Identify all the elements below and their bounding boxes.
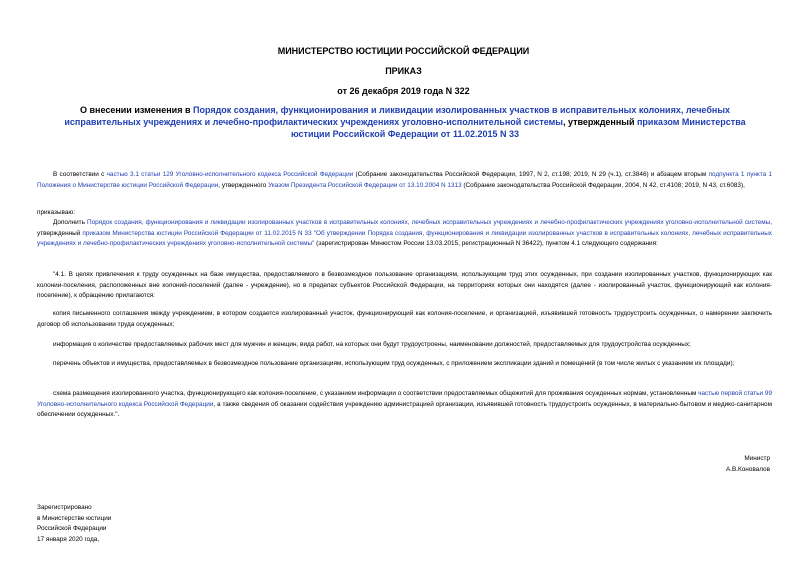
link-procedure[interactable]: Порядок создания, функционирования и ликвидации изолированных участков в исправительных колониях, лечебных исправительных учреждениях и лечебно-профилактических учреждениях уголовно-исполнительной системы xyxy=(87,219,771,226)
registration-line: 17 января 2020 года, xyxy=(37,535,100,543)
date-number-heading: от 26 декабря 2019 года N 322 xyxy=(337,86,470,96)
paragraph-basis xyxy=(37,170,772,191)
title-link-procedure[interactable]: Порядок создания, функционирования и ликвидации изолированных участков в исправительных колониях, лечебных исправительных учреждениях и лечебно-профилактических учреждениях уголовно-исполнительной системы xyxy=(64,105,731,127)
paragraph-order-word: приказываю: xyxy=(37,209,75,216)
link-article-99[interactable]: частью первой статьи 99 Уголовно-исполнительного кодекса Российской Федерации xyxy=(37,390,773,408)
doc-type-heading: ПРИКАЗ xyxy=(385,66,422,76)
link-code-article[interactable]: частью 3.1 статьи 129 Уголовно-исполнительного кодекса Российской Федерации xyxy=(106,171,354,178)
document-title xyxy=(44,104,766,140)
paragraph-amend xyxy=(37,218,772,250)
paragraph-agreement-copy: копия письменного соглашения между учреждением, в котором создается изолированный участок, функционирующий как колония-поселение, и организацией, изъявившей готовность трудоустроить осужденных, о намерении заключить договор об использовании труда осужденных; xyxy=(37,310,772,328)
registration-line: Российской Федерации xyxy=(37,525,107,532)
text-fragment: (Собрание законодательства Российской Федерации, 2004, N 42, ст.4108; 2019, N 43, ст.6083), xyxy=(461,181,745,189)
text-fragment: схема размещения изолированного участка, функционирующего как колония-поселение, с указанием информации о соответствии предоставляемых общежитий для проживания осужденных нормам, установленным xyxy=(53,390,699,397)
text-fragment: , утвержденного xyxy=(218,181,269,189)
title-link-order[interactable]: приказом Министерства юстиции Российской Федерации от 11.02.2015 N 33 xyxy=(290,117,746,139)
text-fragment: Дополнить xyxy=(53,219,88,226)
text-fragment: (Собрание законодательства Российской Федерации, 1997, N 2, ст.198; 2019, N 29 (ч.1), ст.3846) и абзацем вторым xyxy=(353,171,709,178)
link-decree[interactable]: Указом Президента Российской Федерации от 13.10.2004 N 1313 xyxy=(268,181,462,189)
signer-name: А.В.Коновалов xyxy=(725,465,770,473)
text-fragment: , утвержденный xyxy=(37,219,772,237)
paragraph-property-list: перечень объектов и имущества, предоставляемых в безвозмездное пользование организациям, использующим труд осужденных, с приложением экспликации зданий и помещений (в том числе жилых с указанием их площади); xyxy=(53,360,735,367)
paragraph-layout-scheme xyxy=(37,389,772,421)
text-fragment: , а также сведения об оказании содействия учреждению администрацией организации, изъявившей готовность трудоустроить осужденных, в материально-бытовом и медико-санитарном обеспечении осужденных.". xyxy=(37,400,772,418)
registration-block xyxy=(37,503,111,545)
signer-position: Министр xyxy=(744,455,770,462)
link-regulation[interactable]: подпункта 1 пункта 1 Положения о Министерстве юстиции Российской Федерации xyxy=(37,171,773,189)
ministry-heading: МИНИСТЕРСТВО ЮСТИЦИИ РОССИЙСКОЙ ФЕДЕРАЦИИ xyxy=(277,46,530,56)
paragraph-4-1: "4.1. В целях привлечения к труду осужденных на базе имущества, предоставляемого в безвозмездное пользование организациям, использующим труд этих осужденных, при создании изолированных участков, функционирующих как колонии-поселения, расположенных вне колоний-поселений (далее - учреждение), но в пределах субъектов Российской Федерации, на территориях которых они находятся (далее - изолированный участок, функционирующий как колония-поселение), к обращению прилагаются: xyxy=(37,271,772,299)
registration-line: Зарегистрировано xyxy=(37,504,92,511)
signature-block xyxy=(726,454,770,475)
paragraph-jobs-info: информация о количестве предоставляемых рабочих мест для мужчин и женщин, вида работ, на которых они будут трудоустроены, наименовании должностей, предоставляемых для трудоустройства осужденных; xyxy=(53,341,691,348)
registration-line: в Министерстве юстиции xyxy=(37,514,112,522)
title-mid: , утвержденный xyxy=(562,117,637,127)
text-fragment: (зарегистрирован Минюстом России 13.03.2015, регистрационный N 36422), пунктом 4.1 следующего содержания: xyxy=(314,240,658,247)
text-fragment: В соответствии с xyxy=(53,171,107,178)
link-order-33[interactable]: приказом Министерства юстиции Российской Федерации от 11.02.2015 N 33 "Об утверждении Порядка создания, функционирования и ликвидации изолированных участков в исправительных колониях, лечебных исправительных учреждениях и лечебно-профилактических учреждениях уголовно-исполнительной системы" xyxy=(37,229,772,247)
title-prefix: О внесении изменения в xyxy=(79,105,193,115)
